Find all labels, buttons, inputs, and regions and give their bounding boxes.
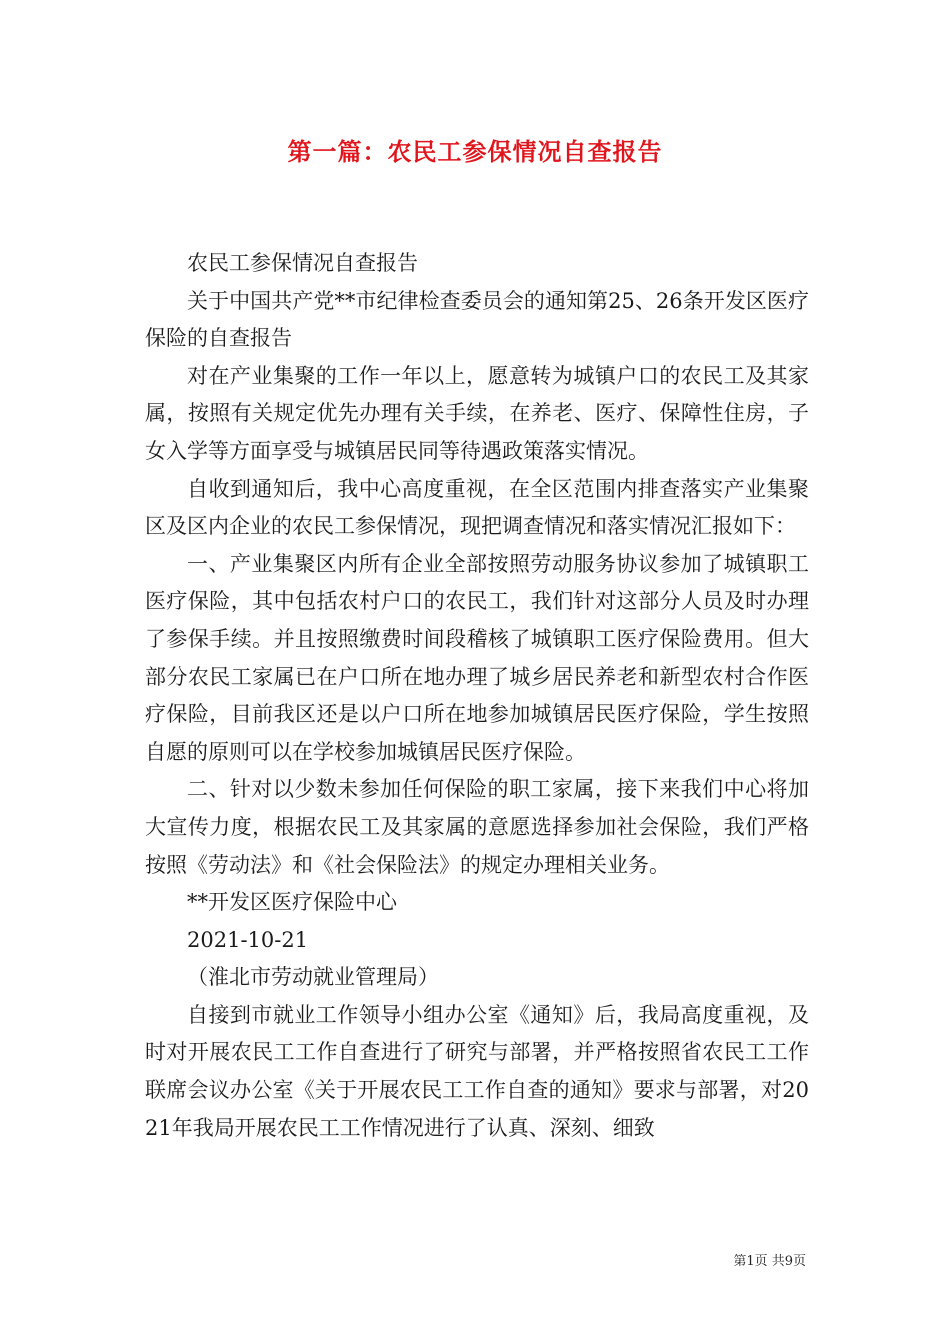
paragraph: 农民工参保情况自查报告 (187, 251, 418, 275)
document-body (145, 245, 809, 1147)
paragraph: 一、产业集聚区内所有企业全部按照劳动服务协议参加了城镇职工医疗保险，其中包括农村户口的农民工，我们针对这部分人员及时办理了参保手续。并且按照缴费时间段稽核了城镇职工医疗保险费用。但大部分农民工家属已在户口所在地办理了城乡居民养老和新型农村合作医疗保险，目前我区还是以户口所在地参加城镇居民医疗保险，学生按照自愿的原则可以在学校参加城镇居民医疗保险。 (145, 551, 809, 764)
signature-date: 2021-10-21 (187, 927, 309, 952)
section-source: （淮北市劳动就业管理局） (187, 965, 439, 990)
paragraph: 二、针对以少数未参加任何保险的职工家属，接下来我们中心将加大宣传力度，根据农民工及其家属的意愿选择参加社会保险，我们严格按照《劳动法》和《社会保险法》的规定办理相关业务。 (145, 777, 809, 877)
paragraph: 对在产业集聚的工作一年以上，愿意转为城镇户口的农民工及其家属，按照有关规定优先办理有关手续，在养老、医疗、保障性住房，子女入学等方面享受与城镇居民同等待遇政策落实情况。 (145, 363, 809, 463)
document-title: 第一篇：农民工参保情况自查报告 (287, 138, 663, 166)
paragraph: 自收到通知后，我中心高度重视，在全区范围内排查落实产业集聚区及区内企业的农民工参保情况，现把调查情况和落实情况汇报如下： (145, 476, 809, 539)
signature-org: **开发区医疗保险中心 (187, 890, 397, 915)
paragraph: 关于中国共产党**市纪律检查委员会的通知第25、26条开发区医疗保险的自查报告 (145, 288, 809, 351)
page-number: 第1页 共9页 (733, 1254, 806, 1269)
paragraph: 自接到市就业工作领导小组办公室《通知》后，我局高度重视，及时对开展农民工工作自查进行了研究与部署，并严格按照省农民工工作联席会议办公室《关于开展农民工工作自查的通知》要求与部署，对2021年我局开展农民工工作情况进行了认真、深刻、细致 (145, 1002, 809, 1140)
